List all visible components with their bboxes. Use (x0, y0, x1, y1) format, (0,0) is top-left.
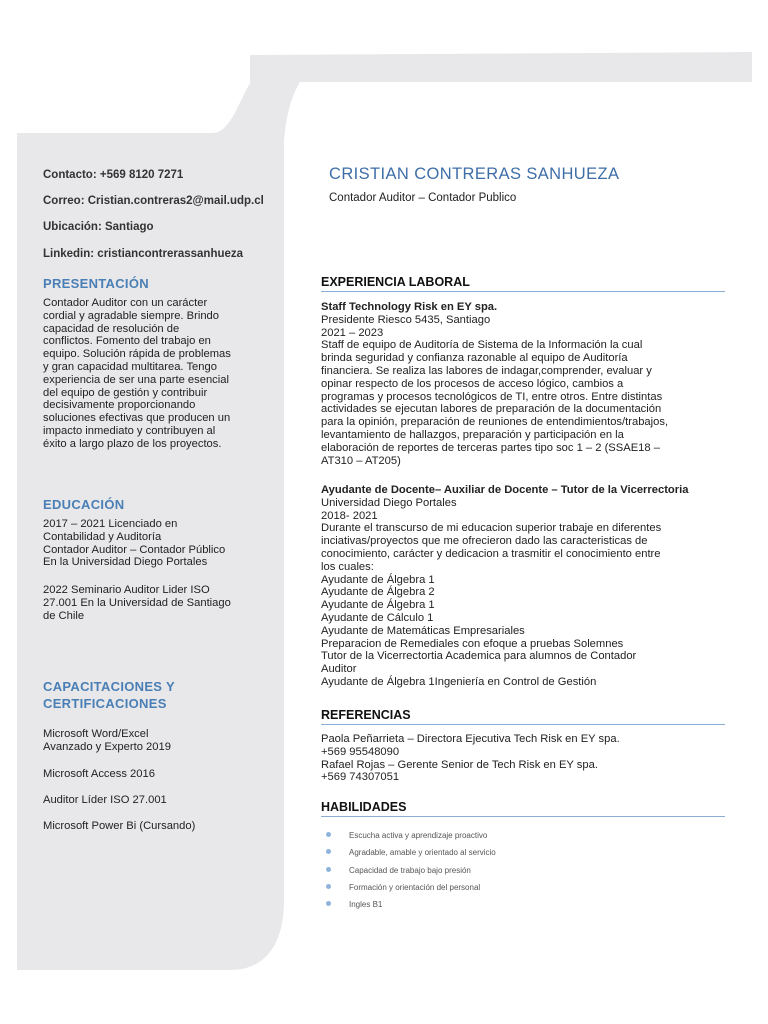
skill-label: Agradable, amable y orientado al servicio (349, 848, 496, 858)
job-line: Tutor de la Vicerrectortia Academica para alumnos de Contador (321, 650, 637, 663)
job-line: levantamiento de hallazgos, preparación y participación en la (321, 428, 624, 441)
list-item (322, 846, 496, 863)
presentation-text (43, 297, 265, 451)
skill-label: Formación y orientación del personal (349, 882, 481, 892)
job-line: Preparacion de Remediales con efoque a pruebas Solemnes (321, 637, 624, 650)
certifications-heading-line: CERTIFICACIONES (43, 696, 167, 711)
presentation-heading: PRESENTACIÓN (43, 276, 149, 291)
presentation-line: y gran capacidad multitarea. Tengo (43, 360, 217, 373)
presentation-line: experiencia de ser una parte esencial (43, 373, 229, 386)
job-title: Ayudante de Docente– Auxiliar de Docente – Tutor de la Vicerrectoria (321, 484, 689, 496)
job-line: Ayudante de Matemáticas Empresariales (321, 624, 525, 637)
job-line: Durante el transcurso de mi educacion superior trabaje en diferentes (321, 522, 662, 535)
presentation-line: del equipo de gestión y contribuir (43, 386, 208, 399)
job-line: Ayudante de Álgebra 2 (321, 586, 435, 599)
presentation-line: Contador Auditor con un carácter (43, 297, 208, 309)
job-line: brinda seguridad y confianza razonable al equipo de Auditoría (321, 352, 628, 365)
experience-heading: EXPERIENCIA LABORAL (321, 275, 725, 292)
job-line: 2018- 2021 (321, 509, 378, 522)
reference-line: +569 95548090 (321, 745, 400, 758)
skill-label: Capacidad de trabajo bajo presión (349, 865, 471, 875)
job-line: Ayudante de Cálculo 1 (321, 611, 434, 624)
reference-line: Rafael Rojas – Gerente Senior de Tech Risk en EY spa. (321, 758, 598, 771)
contact-linkedin[interactable]: Linkedin: cristiancontrerassanhueza (43, 248, 244, 260)
education-line: 2017 – 2021 Licenciado en (43, 518, 178, 530)
bullet-icon (326, 884, 331, 889)
bullet-icon (326, 832, 331, 837)
certification-item-1 (43, 728, 265, 754)
job-line: financiera. Se realiza las labores de indagar,comprender, evaluar y (321, 364, 652, 377)
education-line: de Chile (43, 609, 85, 622)
presentation-line: soluciones efectivas que producen un (43, 412, 231, 425)
skill-label: Escucha activa y aprendizaje proactivo (349, 831, 488, 840)
list-item (322, 898, 496, 915)
job-line: Ayudante de Álgebra 1 (321, 573, 435, 586)
presentation-line: capacidad de resolución de (43, 322, 180, 335)
contact-phone: Contacto: +569 8120 7271 (43, 169, 184, 181)
reference-line: Paola Peñarrieta – Directora Ejecutiva Tech Risk en EY spa. (321, 733, 620, 745)
education-line: Contabilidad y Auditoría (43, 530, 162, 543)
job-line: opinar respecto de los procesos de acceso lógico, cambios a (321, 377, 624, 390)
skills-heading: HABILIDADES (321, 800, 725, 817)
job-line: Ayudante de Álgebra 1 (321, 599, 435, 612)
contact-email[interactable]: Correo: Cristian.contreras2@mail.udp.cl (43, 195, 264, 207)
reference-line: +569 74307051 (321, 771, 400, 784)
list-item (322, 864, 496, 881)
job-line: elaboración de reportes de terceras partes tipo soc 1 – 2 (SSAE18 – (321, 441, 660, 454)
job-title: Staff Technology Risk en EY spa. (321, 301, 498, 313)
education-block-1 (43, 518, 265, 569)
job-line: Presidente Riesco 5435, Santiago (321, 313, 491, 326)
certification-text: Avanzado y Experto 2019 (43, 740, 171, 753)
references-heading: REFERENCIAS (321, 708, 725, 725)
education-line: Contador Auditor – Contador Público (43, 543, 226, 556)
list-item (322, 881, 496, 898)
experience-job-1 (321, 301, 729, 467)
certification-item-4: Microsoft Power Bi (Cursando) (43, 820, 196, 832)
presentation-line: decisivamente proporcionando (43, 399, 196, 412)
contact-location: Ubicación: Santiago (43, 221, 154, 233)
bullet-icon (326, 867, 331, 872)
experience-job-2 (321, 484, 729, 689)
presentation-line: éxito a largo plazo de los proyectos. (43, 437, 222, 450)
job-line: los cuales: (321, 560, 374, 573)
certifications-heading-line: CAPACITACIONES Y (43, 679, 175, 694)
skill-label: Ingles B1 (349, 900, 383, 910)
job-line: Staff de equipo de Auditoría de Sistema de la Información la cual (321, 339, 643, 352)
job-line: Ayudante de Álgebra 1Ingeniería en Control de Gestión (321, 675, 597, 688)
bullet-icon (326, 849, 331, 854)
bullet-icon (326, 901, 331, 906)
job-line: conocimiento, carácter y dedicacion a trasmitir el conocimiento entre (321, 547, 661, 560)
certifications-heading (43, 678, 175, 712)
education-line: 27.001 En la Universidad de Santiago (43, 596, 231, 609)
job-line: Universidad Diego Portales (321, 496, 457, 509)
job-line: 2021 – 2023 (321, 326, 384, 339)
certification-item-2: Microsoft Access 2016 (43, 768, 155, 780)
presentation-line: conflictos. Fomento del trabajo en (43, 335, 211, 348)
presentation-line: cordial y agradable siempre. Brindo (43, 309, 219, 322)
certification-text: Microsoft Word/Excel (43, 728, 149, 740)
candidate-name: CRISTIAN CONTRERAS SANHUEZA (329, 165, 620, 183)
presentation-line: impacto inmediato y contribuyen al (43, 424, 216, 437)
references-list (321, 733, 729, 784)
education-line: En la Universidad Diego Portales (43, 556, 208, 569)
list-item (322, 829, 496, 846)
job-line: AT310 – AT205) (321, 454, 401, 467)
skills-list (322, 829, 496, 915)
education-block-2 (43, 584, 265, 622)
education-line: 2022 Seminario Auditor Lider ISO (43, 584, 210, 596)
job-line: Auditor (321, 663, 357, 676)
education-heading: EDUCACIÓN (43, 497, 125, 512)
job-line: para la opinión, preparación de reuniones de entendimientos/trabajos, (321, 416, 669, 429)
job-line: actividades se ejecutan labores de preparación de la documentación (321, 403, 662, 416)
job-line: inciativas/proyectos que me ofrecieron dado las caracteristicas de (321, 535, 648, 548)
certification-item-3: Auditor Líder ISO 27.001 (43, 794, 167, 806)
presentation-line: equipo. Solución rápida de problemas (43, 348, 231, 361)
job-line: programas y procesos tecnológicos de TI, entre otros. Entre distintas (321, 390, 663, 403)
candidate-title: Contador Auditor – Contador Publico (329, 192, 517, 204)
